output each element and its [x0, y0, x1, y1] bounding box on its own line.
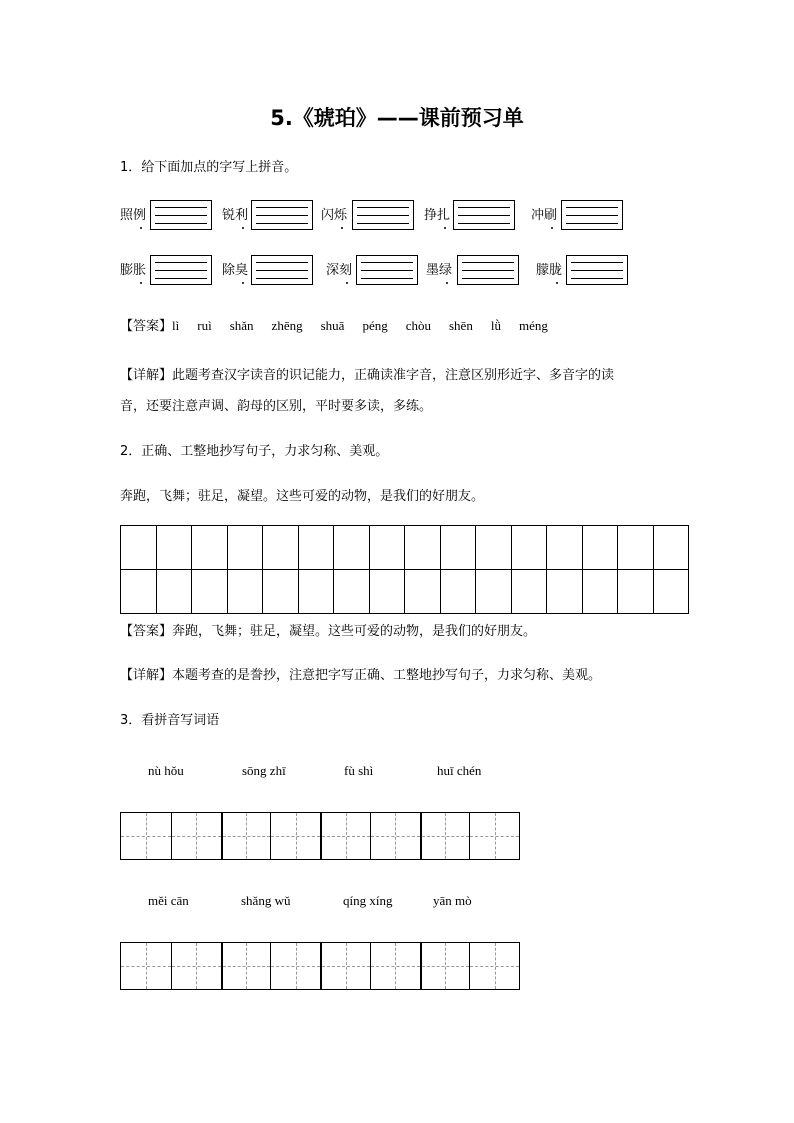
q3-prompt: 3．看拼音写词语 — [120, 713, 220, 728]
grid-cell[interactable] — [653, 526, 689, 570]
q1-word: 照例 — [120, 208, 147, 223]
grid-cell[interactable] — [405, 526, 441, 570]
grid-cell[interactable] — [440, 570, 476, 614]
detail-label: 【详解】 — [120, 668, 173, 683]
emphasis-dot — [551, 227, 553, 229]
emphasis-dot — [446, 282, 448, 284]
page-title: 5.《琥珀》——课前预习单 — [270, 106, 524, 130]
tianzige-cell[interactable] — [370, 943, 420, 989]
pinyin-answer-box[interactable] — [150, 200, 212, 230]
answer-label: 【答案】 — [120, 624, 173, 639]
pinyin-answer-box[interactable] — [150, 255, 212, 285]
answer-pinyin: ruì — [197, 318, 212, 333]
answer-pinyin: zhēng — [271, 318, 303, 333]
q1-word: 挣扎 — [424, 208, 451, 223]
grid-cell[interactable] — [476, 526, 512, 570]
grid-cell[interactable] — [227, 526, 263, 570]
emphasis-dot — [140, 282, 142, 284]
grid-cell[interactable] — [405, 570, 441, 614]
copy-writing-grid[interactable] — [120, 525, 689, 614]
q1-word: 朦胧 — [536, 263, 563, 278]
grid-cell[interactable] — [582, 570, 618, 614]
pinyin-word: shǎng wǔ — [241, 893, 291, 908]
tianzige-cell[interactable] — [270, 943, 320, 989]
q2-answer — [120, 623, 536, 641]
answer-pinyin: lì — [172, 318, 180, 333]
tianzige-grid[interactable] — [120, 812, 520, 860]
q1-word: 闪烁 — [321, 208, 348, 223]
tianzige-cell[interactable] — [320, 943, 370, 989]
grid-cell[interactable] — [547, 570, 583, 614]
tianzige-cell[interactable] — [320, 813, 370, 859]
answer-pinyin-list — [172, 318, 566, 333]
tianzige-cell[interactable] — [221, 813, 271, 859]
answer-label: 【答案】 — [120, 319, 173, 334]
grid-cell[interactable] — [192, 526, 228, 570]
q1-detail-line1 — [120, 367, 614, 385]
grid-cell[interactable] — [334, 526, 370, 570]
grid-cell[interactable] — [582, 526, 618, 570]
grid-cell[interactable] — [618, 526, 654, 570]
q2-sentence: 奔跑，飞舞；驻足，凝望。这些可爱的动物，是我们的好朋友。 — [120, 489, 485, 504]
answer-text: 奔跑，飞舞；驻足，凝望。这些可爱的动物，是我们的好朋友。 — [172, 624, 537, 639]
tianzige-cell[interactable] — [420, 813, 470, 859]
q1-detail-line2: 音，还要注意声调、韵母的区别，平时要多读，多练。 — [120, 399, 433, 414]
grid-cell[interactable] — [156, 526, 192, 570]
emphasis-dot — [242, 227, 244, 229]
pinyin-word: huī chén — [437, 763, 482, 778]
answer-pinyin: méng — [518, 318, 548, 333]
grid-cell[interactable] — [511, 526, 547, 570]
pinyin-word: fù shì — [344, 763, 374, 778]
grid-cell[interactable] — [263, 526, 299, 570]
pinyin-answer-box[interactable] — [251, 200, 313, 230]
q1-answer — [120, 317, 566, 336]
answer-pinyin: chòu — [405, 318, 431, 333]
pinyin-word: nù hǒu — [148, 763, 184, 778]
emphasis-dot — [346, 282, 348, 284]
detail-text: 本题考查的是誊抄，注意把字写正确、工整地抄写句子，力求匀称、美观。 — [172, 668, 602, 683]
pinyin-answer-box[interactable] — [352, 200, 414, 230]
pinyin-word: yān mò — [433, 893, 472, 908]
q1-word: 墨绿 — [426, 263, 453, 278]
grid-cell[interactable] — [334, 570, 370, 614]
tianzige-cell[interactable] — [171, 943, 221, 989]
pinyin-answer-box[interactable] — [561, 200, 623, 230]
detail-text-1: 此题考查汉字读音的识记能力，正确读准字音，注意区别形近字、多音字的读 — [172, 368, 615, 383]
answer-pinyin: shǎn — [229, 318, 254, 333]
q1-prompt: 1．给下面加点的字写上拼音。 — [120, 160, 298, 175]
emphasis-dot — [556, 282, 558, 284]
q1-word: 锐利 — [222, 208, 249, 223]
answer-pinyin: shēn — [449, 318, 473, 333]
tianzige-cell[interactable] — [171, 813, 221, 859]
grid-cell[interactable] — [618, 570, 654, 614]
grid-cell[interactable] — [298, 570, 334, 614]
tianzige-cell[interactable] — [420, 943, 470, 989]
tianzige-cell[interactable] — [121, 813, 171, 859]
tianzige-cell[interactable] — [121, 943, 171, 989]
pinyin-word: sōng zhī — [242, 763, 286, 778]
grid-cell[interactable] — [476, 570, 512, 614]
grid-cell[interactable] — [440, 526, 476, 570]
answer-pinyin: lǜ — [490, 318, 501, 333]
grid-cell[interactable] — [192, 570, 228, 614]
grid-cell[interactable] — [369, 526, 405, 570]
tianzige-cell[interactable] — [469, 813, 519, 859]
pinyin-word: qíng xíng — [343, 893, 393, 908]
grid-cell[interactable] — [369, 570, 405, 614]
pinyin-answer-box[interactable] — [251, 255, 313, 285]
q2-detail — [120, 667, 601, 685]
q2-prompt: 2．正确、工整地抄写句子，力求匀称、美观。 — [120, 444, 389, 459]
grid-cell[interactable] — [653, 570, 689, 614]
grid-cell[interactable] — [263, 570, 299, 614]
tianzige-cell[interactable] — [221, 943, 271, 989]
emphasis-dot — [242, 282, 244, 284]
q1-word: 深刻 — [326, 263, 353, 278]
grid-cell[interactable] — [156, 570, 192, 614]
pinyin-answer-box[interactable] — [566, 255, 628, 285]
pinyin-answer-box[interactable] — [457, 255, 519, 285]
pinyin-answer-box[interactable] — [453, 200, 515, 230]
grid-cell[interactable] — [121, 570, 157, 614]
tianzige-grid[interactable] — [120, 942, 520, 990]
emphasis-dot — [341, 227, 343, 229]
emphasis-dot — [140, 227, 142, 229]
answer-pinyin: shuā — [320, 318, 345, 333]
q1-word: 冲刷 — [531, 208, 558, 223]
pinyin-answer-box[interactable] — [356, 255, 418, 285]
answer-pinyin: péng — [362, 318, 388, 333]
tianzige-cell[interactable] — [370, 813, 420, 859]
pinyin-word: měi cān — [148, 893, 189, 908]
detail-label: 【详解】 — [120, 368, 173, 383]
tianzige-cell[interactable] — [270, 813, 320, 859]
tianzige-cell[interactable] — [469, 943, 519, 989]
emphasis-dot — [444, 227, 446, 229]
grid-cell[interactable] — [227, 570, 263, 614]
grid-cell[interactable] — [298, 526, 334, 570]
grid-cell[interactable] — [547, 526, 583, 570]
q1-word: 除臭 — [222, 263, 249, 278]
q1-word: 膨胀 — [120, 263, 147, 278]
grid-cell[interactable] — [121, 526, 157, 570]
grid-cell[interactable] — [511, 570, 547, 614]
